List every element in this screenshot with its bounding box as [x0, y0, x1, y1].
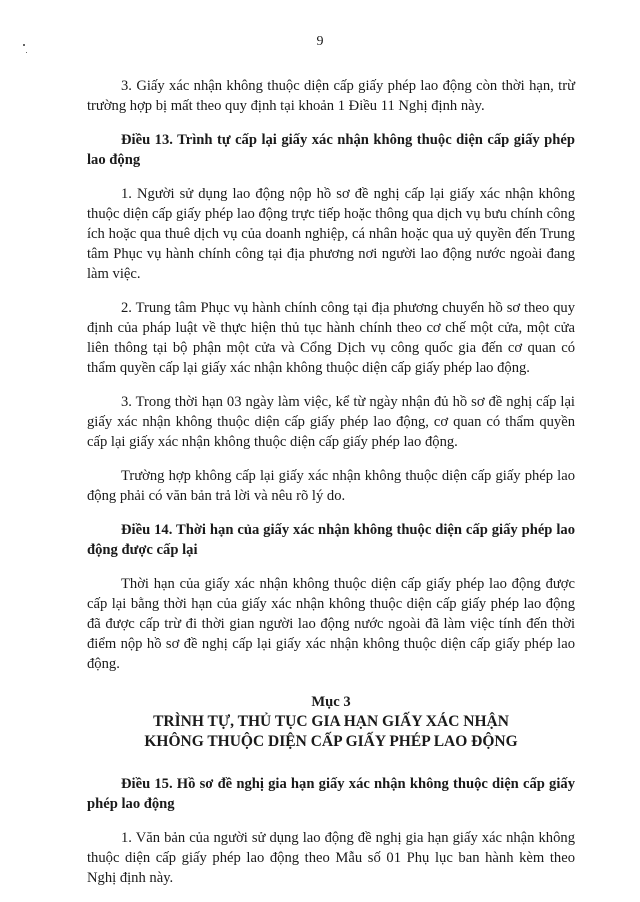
article-15-clause-1: 1. Văn bản của người sử dụng lao động đề nghị gia hạn giấy xác nhận không thuộc diện cấp giấy phép lao động theo Mẫu số 01 Phụ lục ban hành kèm theo Nghị định này. — [87, 830, 575, 886]
article-15-heading: Điều 15. Hồ sơ đề nghị gia hạn giấy xác nhận không thuộc diện cấp giấy phép lao động — [87, 776, 575, 812]
article-13-clause-2: 2. Trung tâm Phục vụ hành chính công tại địa phương chuyển hồ sơ theo quy định của pháp luật về thực hiện thủ tục hành chính theo cơ chế một cửa, một cửa liên thông tại bộ phận một cửa và Cổng Dịch vụ công quốc gia đến cơ quan có thẩm quyền cấp lại giấy xác nhận không thuộc diện cấp giấy phép lao động. — [87, 300, 575, 376]
article-13-heading: Điều 13. Trình tự cấp lại giấy xác nhận không thuộc diện cấp giấy phép lao động — [87, 132, 575, 168]
page-number: 9 — [316, 34, 324, 49]
article-14-heading: Điều 14. Thời hạn của giấy xác nhận không thuộc diện cấp giấy phép lao động được cấp lại — [87, 522, 575, 558]
scan-speck — [26, 52, 27, 53]
article-14-body: Thời hạn của giấy xác nhận không thuộc diện cấp giấy phép lao động được cấp lại bằng thời hạn của giấy xác nhận không thuộc diện cấp giấy phép lao động đã được cấp trừ đi thời gian người lao động nước ngoài đã làm việc tính đến thời điểm nộp hồ sơ đề nghị cấp lại giấy xác nhận không thuộc diện cấp giấy phép lao động. — [87, 576, 575, 672]
paragraph-clause-3: 3. Giấy xác nhận không thuộc diện cấp giấy phép lao động còn thời hạn, trừ trường hợp bị mất theo quy định tại khoản 1 Điều 11 Nghị định này. — [87, 78, 575, 114]
article-13-refusal-note: Trường hợp không cấp lại giấy xác nhận không thuộc diện cấp giấy phép lao động phải có văn bản trả lời và nêu rõ lý do. — [87, 468, 575, 504]
section-3-header — [87, 692, 575, 752]
article-13-clause-3: 3. Trong thời hạn 03 ngày làm việc, kể từ ngày nhận đủ hồ sơ đề nghị cấp lại giấy xác nhận không thuộc diện cấp giấy phép lao động, cơ quan có thẩm quyền cấp lại giấy xác nhận không thuộc diện cấp giấy phép lao động. — [87, 394, 575, 450]
document-body — [87, 76, 575, 902]
section-label: Mục 3 — [311, 694, 351, 710]
section-title-line-1: TRÌNH TỰ, THỦ TỤC GIA HẠN GIẤY XÁC NHẬN — [153, 713, 509, 730]
section-title-line-2: KHÔNG THUỘC DIỆN CẤP GIẤY PHÉP LAO ĐỘNG — [144, 733, 518, 750]
article-13-clause-1: 1. Người sử dụng lao động nộp hồ sơ đề nghị cấp lại giấy xác nhận không thuộc diện cấp giấy phép lao động trực tiếp hoặc thông qua dịch vụ bưu chính công ích hoặc qua thuê dịch vụ của doanh nghiệp, cá nhân hoặc qua uỷ quyền đến Trung tâm Phục vụ hành chính công tại địa phương nơi người lao động nước ngoài đang làm việc. — [87, 186, 575, 282]
